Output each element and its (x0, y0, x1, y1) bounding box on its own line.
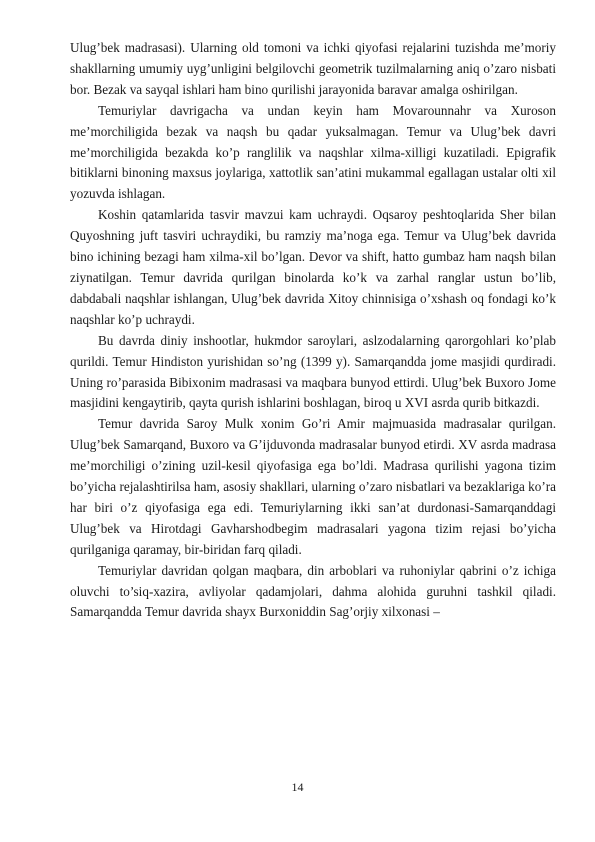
paragraph-2: Temuriylar davrigacha va undan keyin ham Movarounnahr va Xuroson me’morchiligida bezak va naqsh bu qadar yuksalmagan. Temur va Ulug’bek davri me’morchiligida bezakda ko’p ranglilik va naqshlar xilma-xilligi kuzatiladi. Epigrafik bitiklarni binoning maxsus joylariga, xattotlik san’atini mukammal egallagan ustalar olti xil yozuvda ishlagan. (70, 102, 556, 202)
paragraph-5: Temur davrida Saroy Mulk xonim Go’ri Amir majmuasida madrasalar qurilgan. Ulug’bek Samarqand, Buxoro va G’ijduvonda madrasalar bunyod etirdi. XV asrda madrasa me’morchiligi o’zining uzil-kesil qiyofasiga ega bo’ldi. Madrasa qurilishi yagona tizim bo’yicha rejalashtirilsa ham, asosiy shakllari, ularning o’zaro nisbatlari va bezaklariga ko’ra har biri o’z qiyofasiga ega edi. Temuriylarning ikki san’at durdonasi-Samarqanddagi Ulug’bek va Hirotdagi Gavharshodbegim madrasalari yagona tizim rejasi bo’yicha qurilganiga qaramay, bir-biridan farq qiladi. (70, 416, 556, 557)
paragraph-1: Ulug’bek madrasasi). Ularning old tomoni va ichki qiyofasi rejalarini tuzishda me’moriy shakllarning umumiy uyg’unligini belgilovchi geometrik tuzilmalarning aniq o’zaro nisbati bor. Bezak va sayqal ishlari ham bino qurilishi jarayonida baravar amalga oshirilgan. (70, 40, 556, 97)
document-body (70, 38, 556, 623)
page-number: 14 (291, 780, 304, 794)
paragraph-4: Bu davrda diniy inshootlar, hukmdor saroylari, aslzodalarning qarorgohlari ko’plab qurildi. Temur Hindiston yurishidan so’ng (1399 y). Samarqandda jome masjidi qurdiradi. Uning ro’parasida Bibixonim madrasasi va maqbara bunyod ettirdi. Ulug’bek Buxoro Jome masjidini kengaytirib, qayta qurish ishlarini boshlagan, biroq u XVI asrda qurib bitkazdi. (70, 332, 556, 411)
paragraph-3: Koshin qatamlarida tasvir mavzui kam uchraydi. Oqsaroy peshtoqlarida Sher bilan Quyoshning juft tasviri uchraydiki, bu ramziy ma’noga ega. Temur va Ulug’bek davrida bino ichining bezagi ham xilma-xil bo’lgan. Devor va shift, hatto gumbaz ham naqsh bilan ziynatilgan. Temur davrida qurilgan binolarda ko’k va zarhal ranglar ustun bo’lib, dabdabali naqshlar ishlangan, Ulug’bek davrida Xitoy chinnisiga o’xshash oq fondagi ko’k naqshlar ko’p uchraydi. (70, 207, 556, 327)
paragraph-6: Temuriylar davridan qolgan maqbara, din arboblari va ruhoniylar qabrini o’z ichiga oluvchi to’siq-xazira, avliyolar qadamjolari, dahma alohida guruhni tashkil qiladi. Samarqandda Temur davrida shayx Burxoniddin Sag’orjiy xilxonasi – (70, 562, 556, 620)
